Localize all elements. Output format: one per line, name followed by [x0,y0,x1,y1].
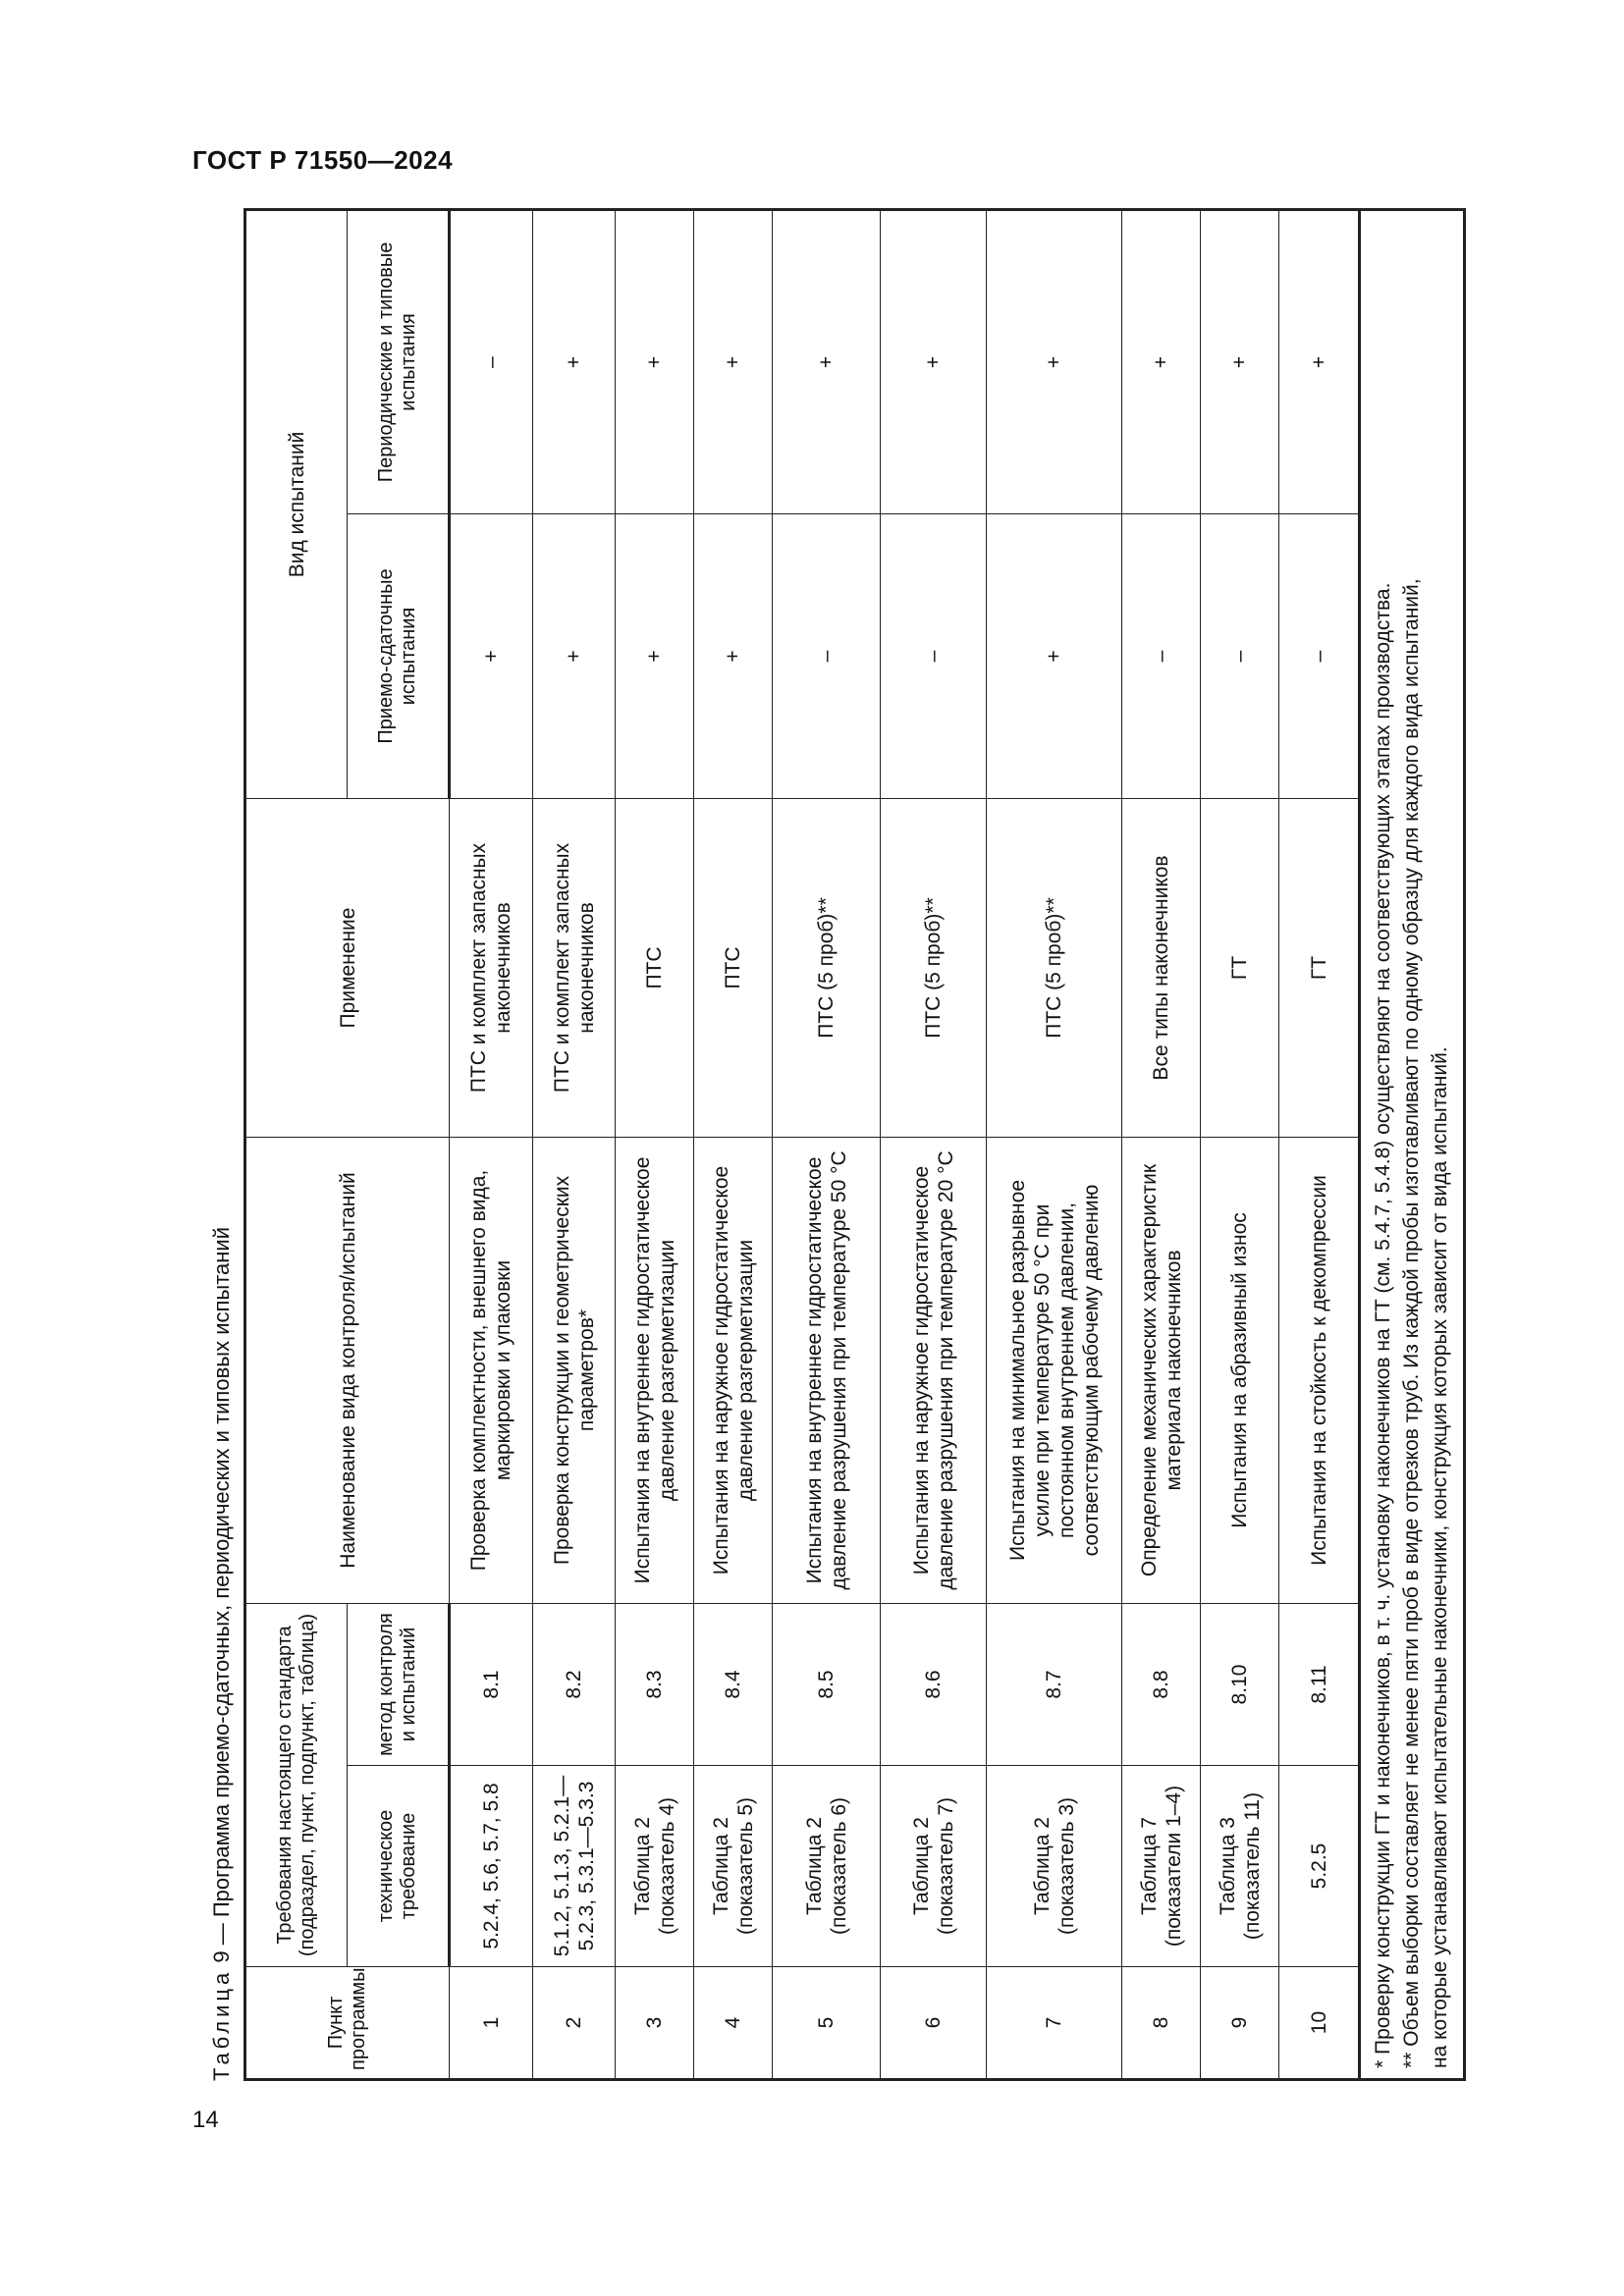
cell-method: 8.1 [450,1603,533,1765]
cell-per: + [1279,209,1360,513]
header-acceptance: Приемо-сдаточные испытания [348,513,450,798]
cell-name: Испытания на минимальное разрывное усилие при температуре 50 °С при постоянном внутреннем давлении, соответствующим рабочему давлению [987,1137,1122,1603]
cell-method: 8.10 [1201,1603,1279,1765]
cell-num: 9 [1201,1967,1279,2080]
cell-req: Таблица 2 (показатель 5) [694,1766,773,1967]
cell-acc: – [1201,513,1279,798]
cell-app: ПТС (5 проб)** [773,798,881,1137]
cell-per: + [987,209,1122,513]
cell-acc: + [533,513,616,798]
cell-num: 5 [773,1967,881,2080]
footnote-2: ** Объем выборки составляет не менее пяти проб в виде отрезков труб. Из каждой пробы изготавливают по одному образцу для каждого вида испытаний, [1400,578,1423,2068]
header-test-type: Вид испытаний [245,209,348,798]
cell-acc: – [881,513,987,798]
cell-num: 7 [987,1967,1122,2080]
table-row [1122,209,1201,2079]
cell-name: Испытания на внутреннее гидростатическое давление разгерметизации [616,1137,694,1603]
header-periodic: Периодические и типовые испытания [348,209,450,513]
footnotes [1360,209,1465,2079]
cell-method: 8.7 [987,1603,1122,1765]
cell-num: 4 [694,1967,773,2080]
cell-acc: – [1279,513,1360,798]
caption-label: Таблица [209,1968,234,2081]
test-program-table [244,208,1466,2081]
cell-req: Таблица 2 (показатель 4) [616,1766,694,1967]
cell-name: Проверка комплектности, внешнего вида, маркировки и упаковки [450,1137,533,1603]
footnote-1: * Проверку конструкции ГТ и наконечников, в т. ч. установку наконечников на ГТ (см. 5.4.7, 5.4.8) осуществляют на соответствующих этапах производства. [1372,582,1394,2068]
cell-name: Определение механических характеристик материала наконечников [1122,1137,1201,1603]
table-row [533,209,616,2079]
rotated-table-block [208,211,1451,2081]
cell-acc: + [694,513,773,798]
cell-app: Все типы наконечников [1122,798,1201,1137]
cell-app: ПТС (5 проб)** [881,798,987,1137]
header-name: Наименование вида контроля/испытаний [245,1137,450,1603]
cell-method: 8.3 [616,1603,694,1765]
cell-name: Испытания на абразивный износ [1201,1137,1279,1603]
cell-method: 8.6 [881,1603,987,1765]
cell-num: 6 [881,1967,987,2080]
cell-req: Таблица 2 (показатель 7) [881,1766,987,1967]
caption-text: 9 — Программа приемо-сдаточных, периодических и типовых испытаний [209,1227,234,1969]
header-technical-requirement: техническое требование [348,1766,450,1967]
cell-num: 3 [616,1967,694,2080]
table-row [1201,209,1279,2079]
cell-req: 5.1.2, 5.1.3, 5.2.1—5.2.3, 5.3.1—5.3.3 [533,1766,616,1967]
cell-acc: + [450,513,533,798]
cell-app: ПТС и комплект запасных наконечников [533,798,616,1137]
table-caption [208,211,244,2081]
cell-method: 8.11 [1279,1603,1360,1765]
cell-name: Проверка конструкции и геометрических параметров* [533,1137,616,1603]
cell-app: ГТ [1201,798,1279,1137]
header-item: Пункт программы [245,1967,450,2080]
cell-app: ПТС [616,798,694,1137]
cell-req: Таблица 3 (показатель 11) [1201,1766,1279,1967]
table-row [694,209,773,2079]
table-row [450,209,533,2079]
table-row [881,209,987,2079]
cell-method: 8.5 [773,1603,881,1765]
cell-num: 1 [450,1967,533,2080]
cell-per: – [450,209,533,513]
cell-app: ПТС и комплект запасных наконечников [450,798,533,1137]
cell-name: Испытания на внутреннее гидростатическое давление разрушения при температуре 50 °С [773,1137,881,1603]
cell-acc: – [1122,513,1201,798]
table-row [616,209,694,2079]
header-requirements: Требования настоящего стандарта (подраздел, пункт, подпункт, таблица) [245,1603,348,1966]
cell-per: + [1122,209,1201,513]
document-code: ГОСТ Р 71550—2024 [192,145,454,175]
cell-app: ПТС [694,798,773,1137]
cell-per: + [694,209,773,513]
cell-num: 2 [533,1967,616,2080]
cell-method: 8.8 [1122,1603,1201,1765]
header-method: метод контроля и испытаний [348,1603,450,1765]
page-number: 14 [192,2107,219,2133]
cell-acc: – [773,513,881,798]
header-application: Применение [245,798,450,1137]
cell-per: + [1201,209,1279,513]
cell-method: 8.4 [694,1603,773,1765]
cell-app: ПТС (5 проб)** [987,798,1122,1137]
cell-num: 10 [1279,1967,1360,2080]
table-row [987,209,1122,2079]
cell-req: 5.2.4, 5.6, 5.7, 5.8 [450,1766,533,1967]
cell-per: + [616,209,694,513]
cell-per: + [533,209,616,513]
cell-app: ГТ [1279,798,1360,1137]
cell-name: Испытания на наружное гидростатическое давление разгерметизации [694,1137,773,1603]
cell-num: 8 [1122,1967,1201,2080]
cell-acc: + [616,513,694,798]
cell-name: Испытания на стойкость к декомпрессии [1279,1137,1360,1603]
cell-req: Таблица 2 (показатель 3) [987,1766,1122,1967]
cell-req: Таблица 7 (показатели 1–4) [1122,1766,1201,1967]
table-row [1279,209,1360,2079]
cell-name: Испытания на наружное гидростатическое давление разрушения при температуре 20 °С [881,1137,987,1603]
table-row [773,209,881,2079]
footnote-2-continued: на которые устанавливают испытательные наконечники, конструкция которых зависит от вида испытаний. [1429,1046,1451,2068]
cell-per: + [881,209,987,513]
cell-acc: + [987,513,1122,798]
cell-req: Таблица 2 (показатель 6) [773,1766,881,1967]
cell-req: 5.2.5 [1279,1766,1360,1967]
footnotes-row [1360,209,1465,2079]
cell-method: 8.2 [533,1603,616,1765]
cell-per: + [773,209,881,513]
